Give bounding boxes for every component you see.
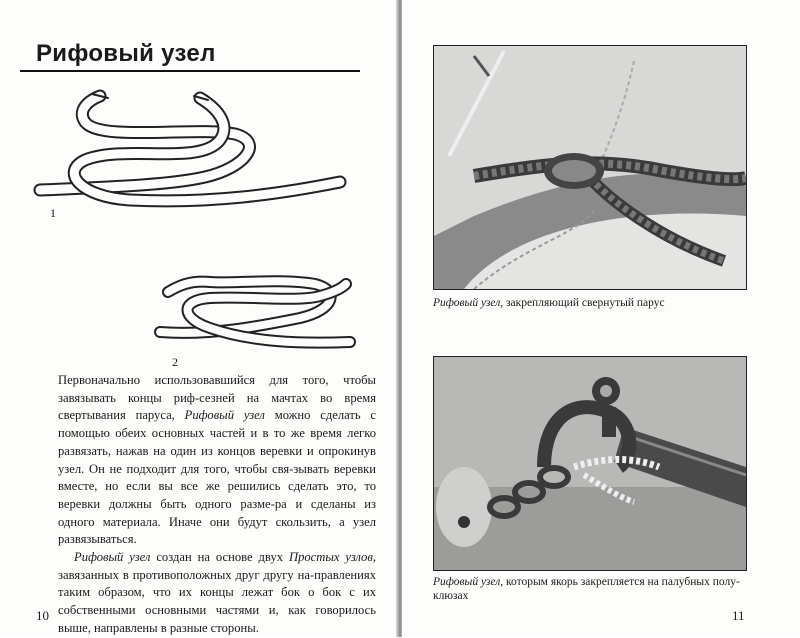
page-number-left: 10 [36,608,49,623]
paragraph-1: Первоначально использовавшийся для того, чтобы завязывать концы риф-сезней на мачтах во время свертывания паруса, Рифовый узел можно сделать с помощью обеих основных частей и в то же время легко развязать, нажав на один из концов веревки и опрокинув узел. Он не подходит для того, чтобы свя-зывать веревки вместе, но если вы все же решились сделать это, то веревки должны быть одного разме-ра и сделаны из одного материала. Иначе они будут скользить, а узел развязываться. [58,373,377,547]
knot-figure-1-illustration [30,82,350,222]
photo-anchor-reef-knot [433,356,747,571]
title-rule [20,70,360,72]
knot-figure-2-illustration [150,272,360,352]
paragraph-2: Рифовый узел создан на основе двух Простых узлов, завязанных в противоположных друг другу на-правлениях таким образом, что их концы лежат бок о бок с их собственными основными частями и, как говорилось выше, направлены в разные стороны. [58,550,376,635]
page-number-right: 11 [732,608,745,623]
page-title: Рифовый узел [36,40,216,67]
right-page [402,0,800,637]
body-text [58,372,376,638]
left-page [0,0,398,637]
figure-1-label: 1 [50,206,56,220]
figure-2-label: 2 [172,355,178,369]
photo-2-caption: Рифовый узел, которым якорь закрепляется на палубных полу-клюзах [433,576,740,602]
photo-sail-reef-knot [433,45,747,290]
photo-1-caption: Рифовый узел, закрепляющий свернутый парус [433,297,665,309]
